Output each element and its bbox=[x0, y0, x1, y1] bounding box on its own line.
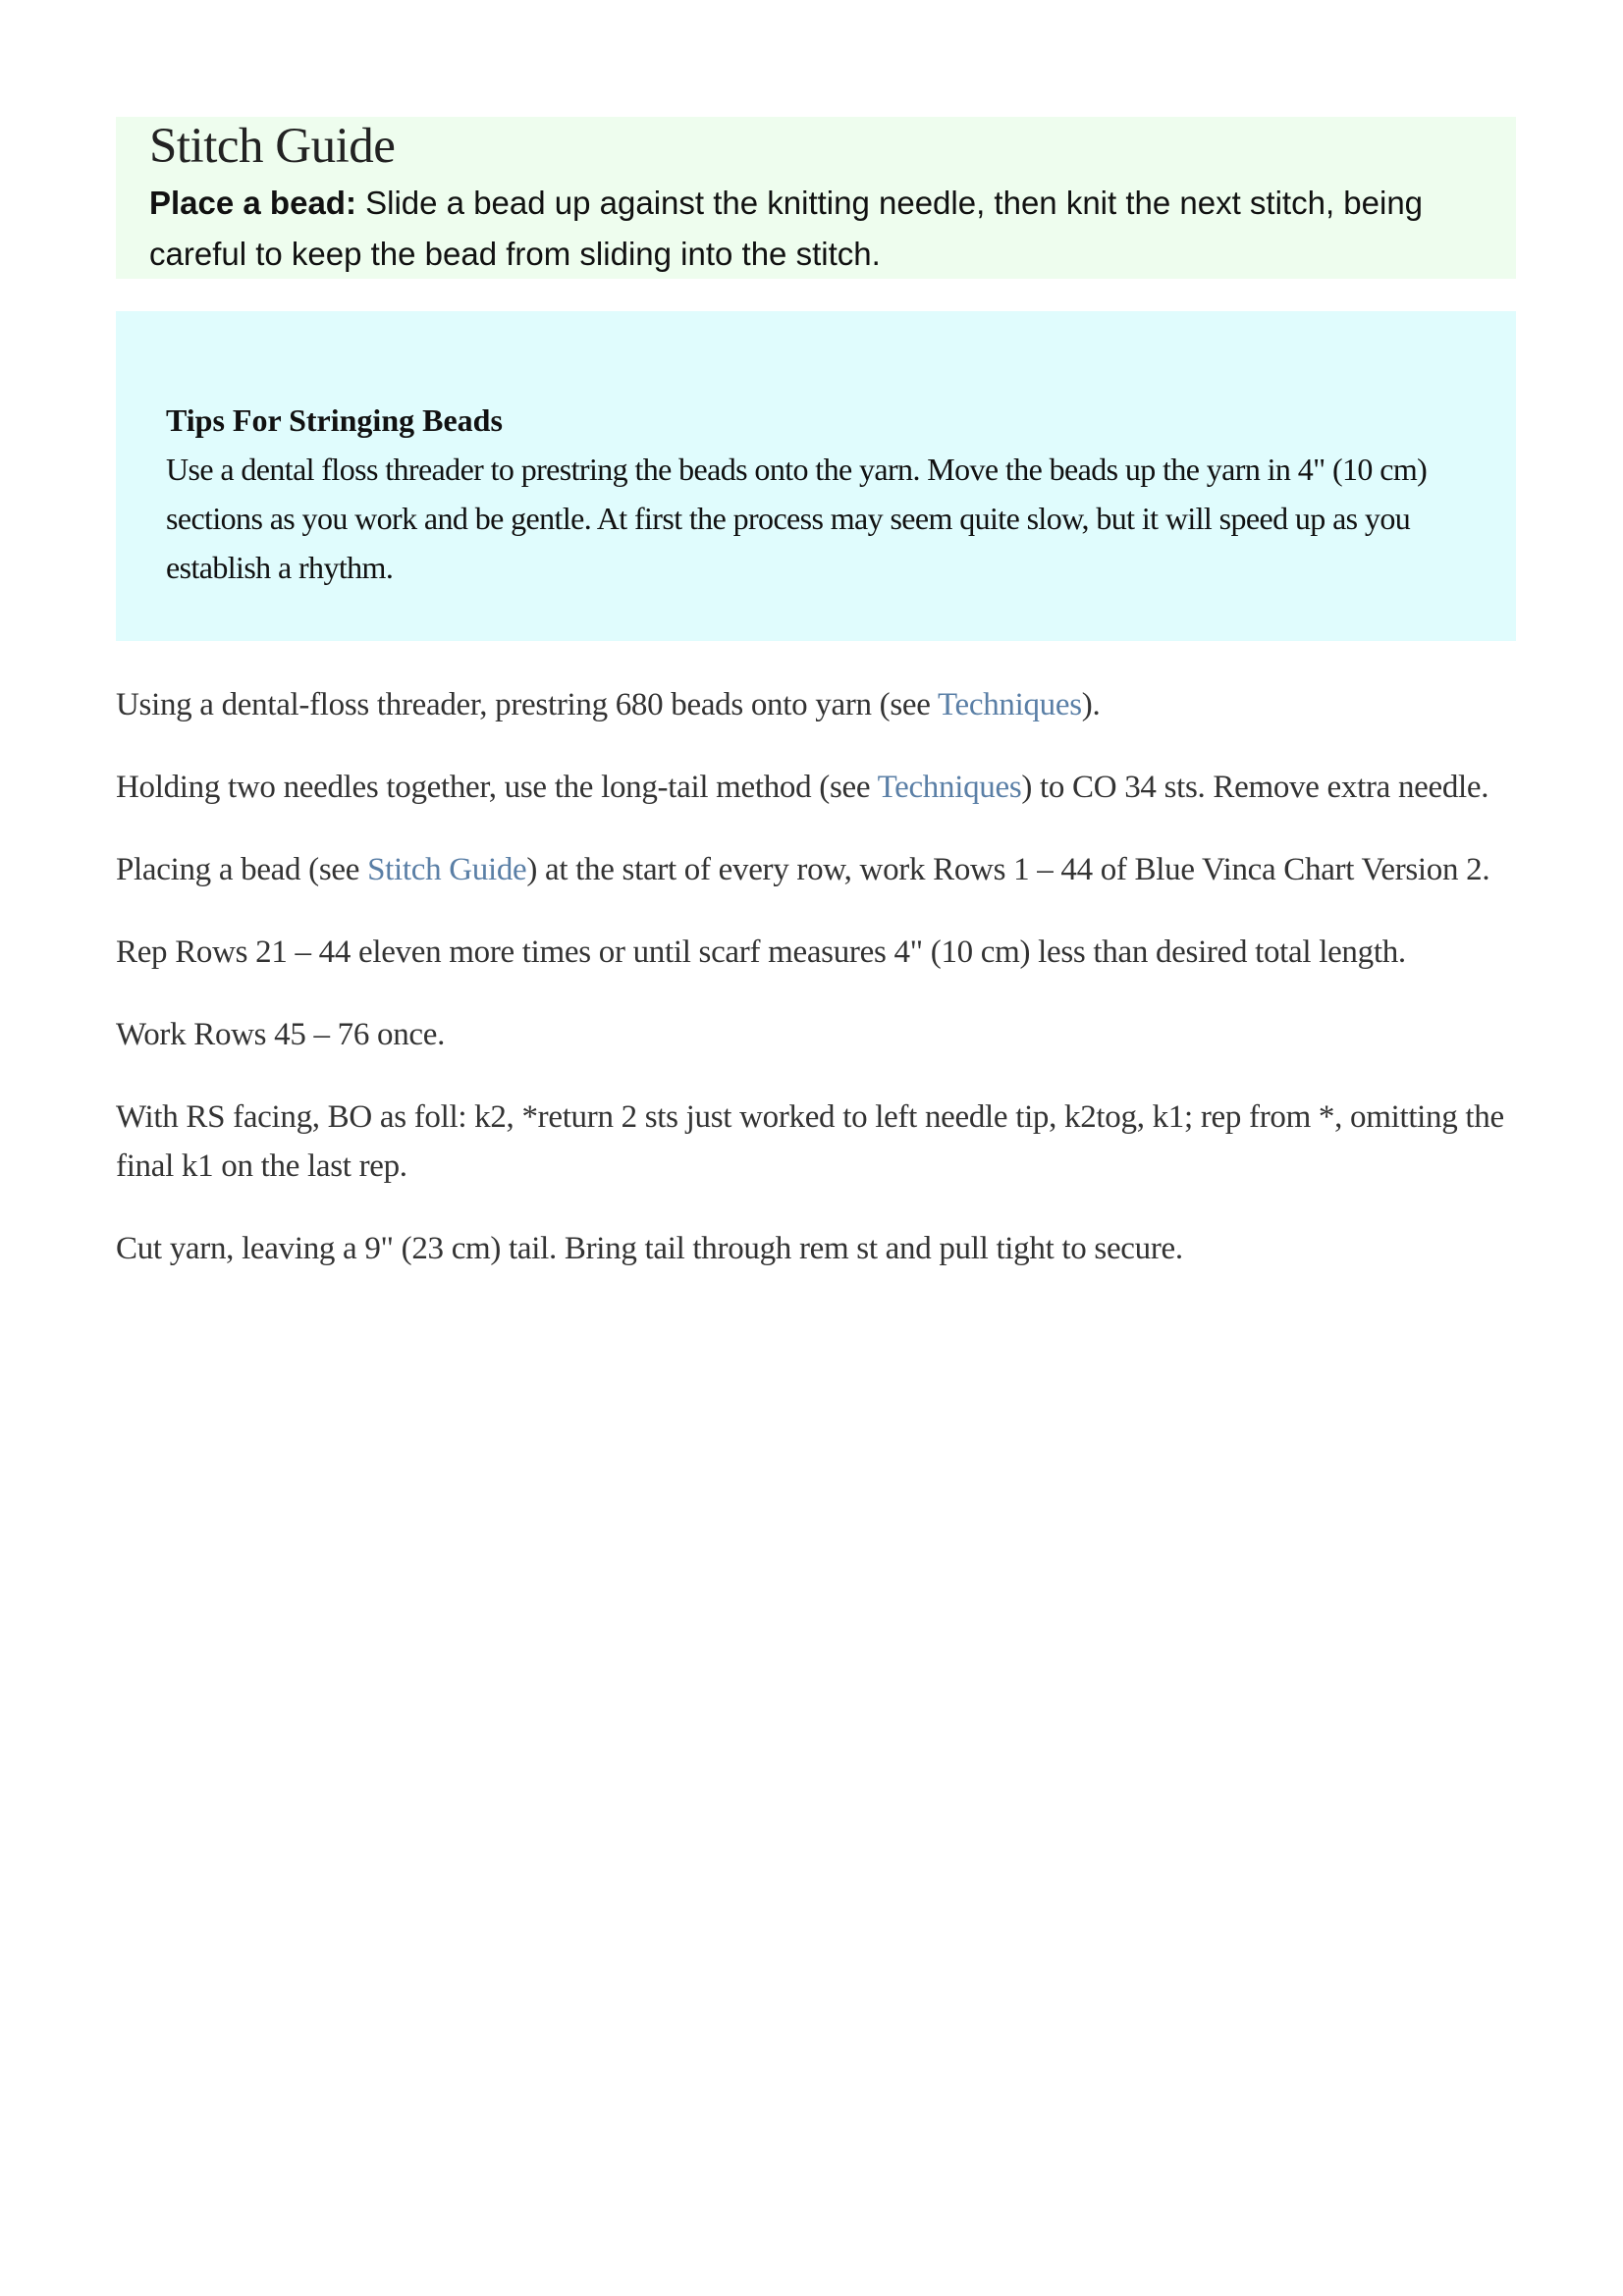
instruction-place-bead bbox=[116, 845, 1516, 894]
instruction-bind-off: With RS facing, BO as foll: k2, *return 2 sts just worked to left needle tip, k2tog, k1; rep from *, omitting the final k1 on the last rep. bbox=[116, 1099, 1504, 1184]
instructions bbox=[116, 680, 1516, 1273]
stitch-guide-link[interactable]: Stitch Guide bbox=[367, 852, 527, 887]
instruction-text: Holding two needles together, use the long-tail method (see bbox=[116, 770, 878, 805]
techniques-link[interactable]: Techniques bbox=[937, 687, 1082, 722]
instruction-work-rows: Work Rows 45 – 76 once. bbox=[116, 1017, 446, 1052]
instruction-text: Placing a bead (see bbox=[116, 852, 368, 887]
stitch-guide-section bbox=[116, 117, 1516, 279]
instruction-text: ). bbox=[1081, 687, 1101, 722]
tips-title: Tips For Stringing Beads bbox=[166, 402, 503, 438]
tips-section bbox=[116, 311, 1516, 641]
tips-text: Use a dental floss threader to prestring the beads onto the yarn. Move the beads up the yarn in 4" (10 cm) sections as you work and be gentle. At first the process may seem quite slow, but it will speed up as you establish a rhythm. bbox=[166, 452, 1428, 585]
stitch-guide-title: Stitch Guide bbox=[149, 119, 396, 174]
instruction-cast-on bbox=[116, 763, 1516, 812]
place-bead-text: Slide a bead up against the knitting needle, then knit the next stitch, being careful to keep the bead from sliding into the stitch. bbox=[149, 185, 1424, 272]
instruction-text: ) to CO 34 sts. Remove extra needle. bbox=[1021, 770, 1489, 805]
place-bead-instruction bbox=[149, 178, 1483, 280]
document-page bbox=[116, 117, 1516, 1307]
techniques-link[interactable]: Techniques bbox=[877, 770, 1022, 805]
place-bead-label: Place a bead: bbox=[149, 185, 356, 221]
instruction-prestring bbox=[116, 680, 1516, 729]
instruction-text: Using a dental-floss threader, prestring 680 beads onto yarn (see bbox=[116, 687, 938, 722]
instruction-repeat-rows: Rep Rows 21 – 44 eleven more times or until scarf measures 4" (10 cm) less than desired total length. bbox=[116, 934, 1406, 970]
instruction-finish: Cut yarn, leaving a 9" (23 cm) tail. Bring tail through rem st and pull tight to secure. bbox=[116, 1231, 1183, 1266]
instruction-text: ) at the start of every row, work Rows 1 – 44 of Blue Vinca Chart Version 2. bbox=[526, 852, 1490, 887]
